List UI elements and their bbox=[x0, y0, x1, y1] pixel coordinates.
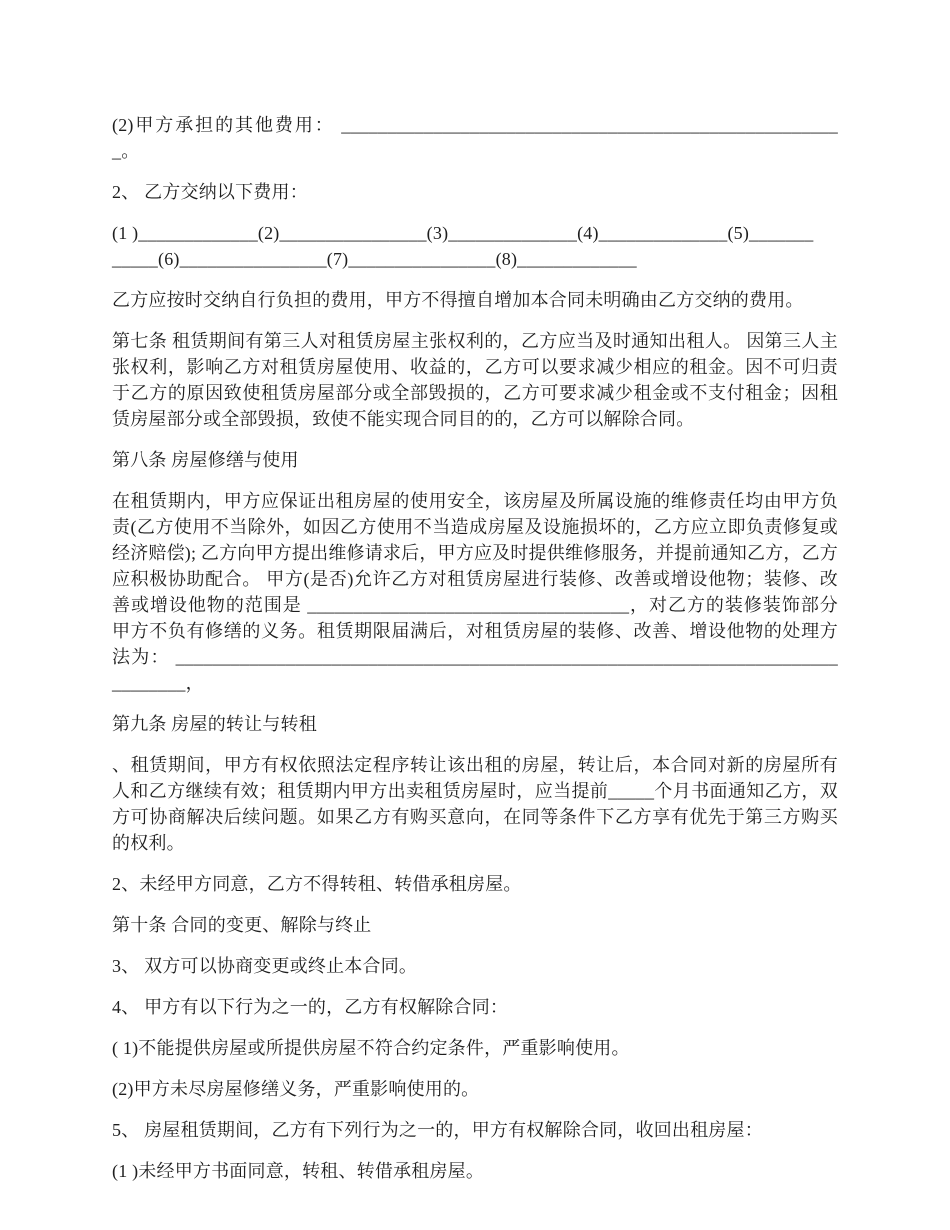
item-3-mutual-change: 3、 双方可以协商变更或终止本合同。 bbox=[112, 956, 418, 976]
item-4-sub-1: ( 1)不能提供房屋或所提供房屋不符合约定条件，严重影响使用。 bbox=[112, 1038, 630, 1058]
fee-items-line-2: _____(6)________________(7)________________(8)_____________ bbox=[112, 249, 637, 269]
clause-10-heading: 第十条 合同的变更、解除与终止 bbox=[112, 915, 372, 935]
item-5-intro: 5、 房屋租赁期间，乙方有下列行为之一的，甲方有权解除合同，收回出租房屋： bbox=[112, 1120, 763, 1140]
item-4-intro: 4、 甲方有以下行为之一的，乙方有权解除合同： bbox=[112, 997, 509, 1017]
fee-list-intro: 2、 乙方交纳以下费用： bbox=[112, 182, 308, 202]
clause-8-body: 在租赁期内，甲方应保证出租房屋的使用安全，该房屋及所属设施的维修责任均由甲方负责(乙方使用不当除外，如因乙方使用不当造成房屋及设施损坏的，乙方应立即负责修复或经济赔偿); 乙方向甲方提出维修请求后，甲方应及时提供维修服务，并提前通知乙方，乙方应积极协助配合。 甲方(是否)允许乙方对租赁房屋进行装修、改善或增设他物；装修、改善或增设他物的范围是 ___________________________________，对乙方的装修装饰部分甲方不负有修缮的义务。租赁期限届满后，对租赁房屋的装修、改善、增设他物的处理方法为： ________________________________________________________________________________， bbox=[112, 491, 838, 693]
fee-payment-note: 乙方应按时交纳自行负担的费用，甲方不得擅自增加本合同未明确由乙方交纳的费用。 bbox=[112, 290, 804, 310]
item-2-no-sublet: 2、未经甲方同意，乙方不得转租、转借承租房屋。 bbox=[112, 874, 522, 894]
clause-9-body: 、租赁期间，甲方有权依照法定程序转让该出租的房屋，转让后，本合同对新的房屋所有人和乙方继续有效；租赁期内甲方出卖租赁房屋时，应当提前_____个月书面通知乙方，双方可协商解决后续问题。如果乙方有购买意向，在同等条件下乙方享有优先于第三方购买的权利。 bbox=[112, 755, 838, 853]
fee-items-line-1: (1 )_____________(2)________________(3)______________(4)______________(5)_______ bbox=[112, 223, 814, 243]
item-5-sub-1: (1 )未经甲方书面同意，转租、转借承租房屋。 bbox=[112, 1161, 485, 1181]
clause-7-paragraph: 第七条 租赁期间有第三人对租赁房屋主张权利的，乙方应当及时通知出租人。 因第三人主张权利，影响乙方对租赁房屋使用、收益的，乙方可以要求减少相应的租金。因不可归责于乙方的原因致使租赁房屋部分或全部毁损的，乙方可要求减少租金或不支付租金；因租赁房屋部分或全部毁损，致使不能实现合同目的的，乙方可以解除合同。 bbox=[112, 331, 838, 429]
clause-8-heading: 第八条 房屋修缮与使用 bbox=[112, 450, 299, 470]
clause-9-heading: 第九条 房屋的转让与转租 bbox=[112, 714, 317, 734]
fee-other-blank-line: (2)甲方承担的其他费用： _______________________________________________________。 bbox=[112, 115, 838, 161]
item-4-sub-2: (2)甲方未尽房屋修缮义务，严重影响使用的。 bbox=[112, 1079, 480, 1099]
